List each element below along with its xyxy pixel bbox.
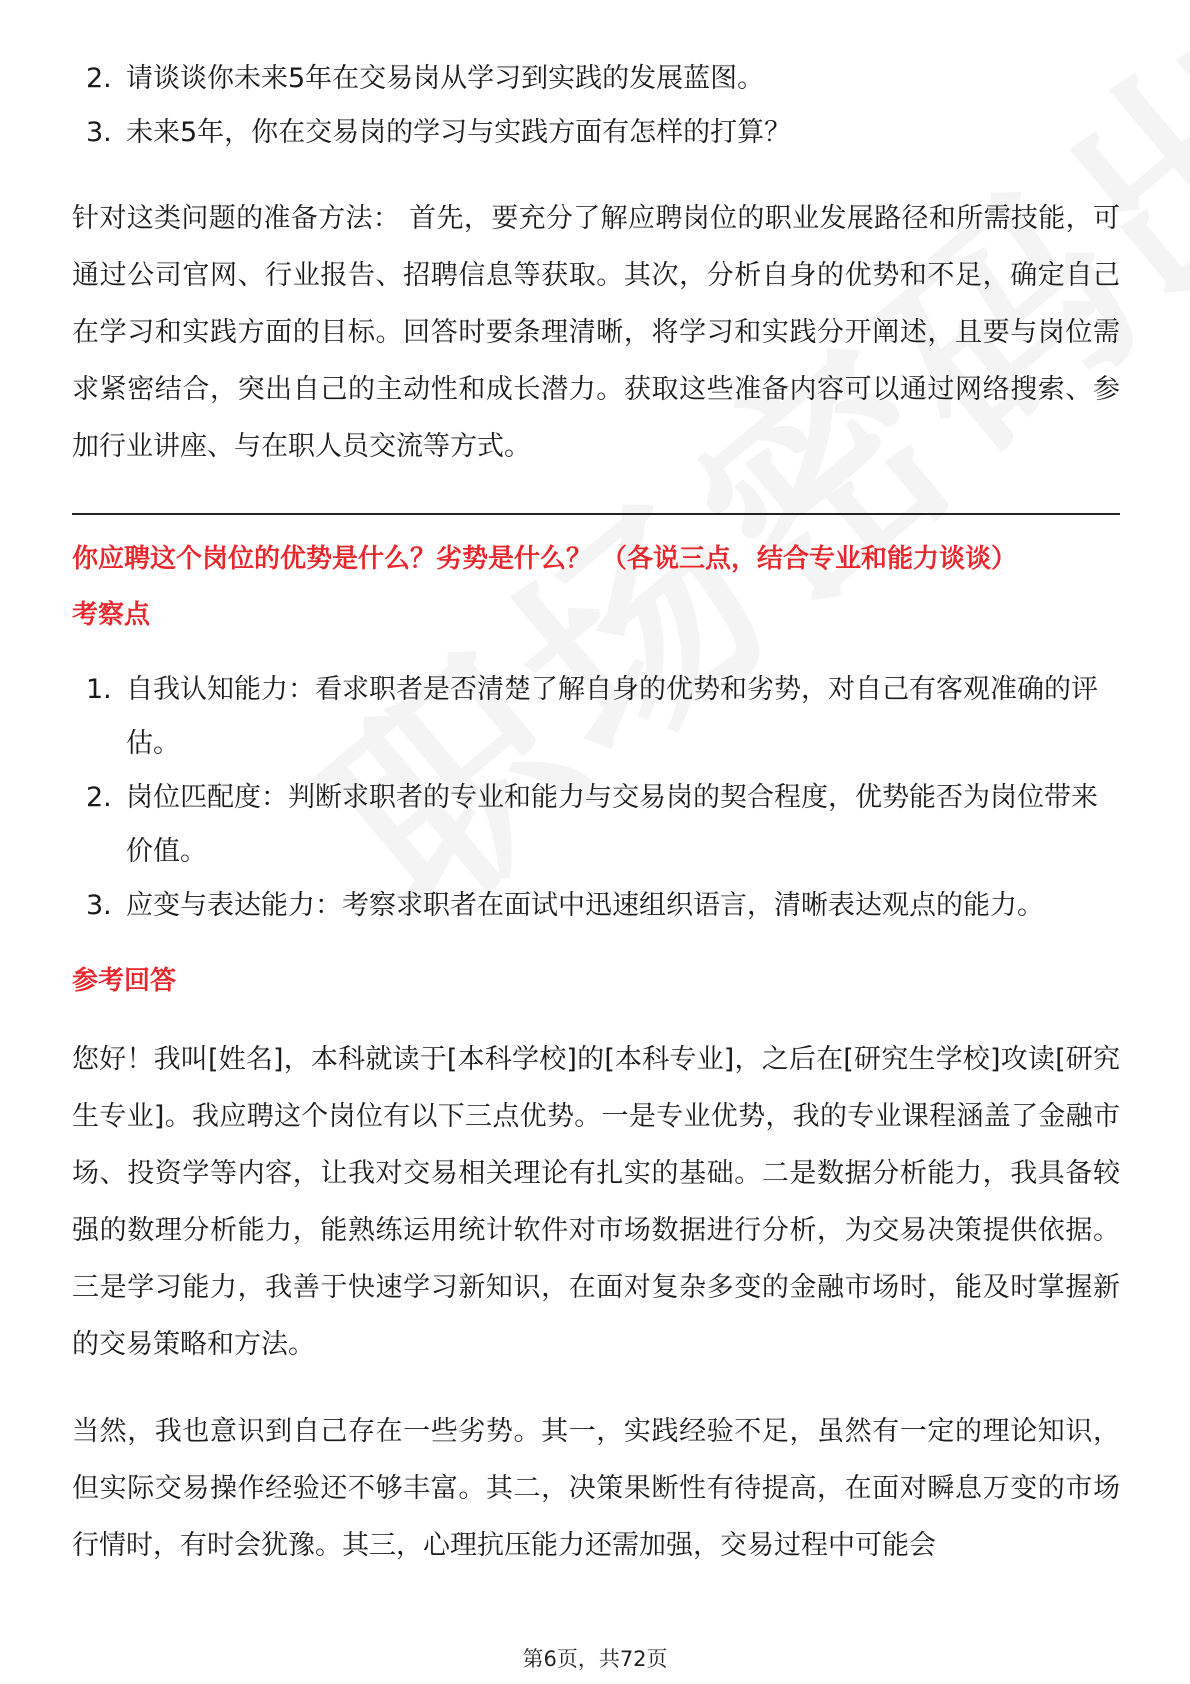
list-item [72, 771, 1120, 879]
list-text: 未来5年，你在交易岗的学习与实践方面有怎样的打算？ [126, 117, 792, 148]
list-number: 2. [86, 63, 112, 94]
answer-paragraph: 您好！我叫[姓名]，本科就读于[本科学校]的[本科专业]，之后在[研究生学校]攻读[研究生专业]。我应聘这个岗位有以下三点优势。一是专业优势，我的专业课程涵盖了金融市场、投资学等内容，让我对交易相关理论有扎实的基础。二是数据分析能力，我具备较强的数理分析能力，能熟练运用统计软件对市场数据进行分析，为交易决策提供依据。三是学习能力，我善于快速学习新知识，在面对复杂多变的金融市场时，能及时掌握新的交易策略和方法。 [72, 1044, 1120, 1360]
list-text: 请谈谈你未来5年在交易岗从学习到实践的发展蓝图。 [126, 63, 765, 94]
prep-method-paragraph: 针对这类问题的准备方法： 首先，要充分了解应聘岗位的职业发展路径和所需技能，可通过公司官网、行业报告、招聘信息等获取。其次，分析自身的优势和不足，确定自己在学习和实践方面的目标。回答时要条理清晰，将学习和实践分开阐述，且要与岗位需求紧密结合，突出自己的主动性和成长潜力。获取这些准备内容可以通过网络搜索、参加行业讲座、与在职人员交流等方式。 [72, 203, 1120, 462]
list-number: 3. [86, 117, 112, 148]
page-footer: 第6页，共72页 [522, 1647, 668, 1671]
list-text: 应变与表达能力：考察求职者在面试中迅速组织语言，清晰表达观点的能力。 [126, 890, 1044, 921]
question-list [72, 52, 1120, 160]
list-number: 3. [86, 890, 112, 921]
page-content [72, 52, 1120, 1574]
list-number: 1. [86, 674, 112, 705]
answer-title: 参考回答 [72, 966, 177, 996]
list-item [72, 52, 1120, 106]
list-text: 岗位匹配度：判断求职者的专业和能力与交易岗的契合程度，优势能否为岗位带来价值。 [126, 782, 1098, 867]
answer-paragraph: 当然，我也意识到自己存在一些劣势。其一，实践经验不足，虽然有一定的理论知识，但实际交易操作经验还不够丰富。其二，决策果断性有待提高，在面对瞬息万变的市场行情时，有时会犹豫。其三，心理抗压能力还需加强，交易过程中可能会 [72, 1416, 1120, 1561]
list-number: 2. [86, 782, 112, 813]
kaochadian-list [72, 663, 1120, 933]
list-item [72, 106, 1120, 160]
question-title: 你应聘这个岗位的优势是什么？劣势是什么？ （各说三点，结合专业和能力谈谈） [72, 544, 1018, 574]
list-item [72, 879, 1120, 933]
section-divider [72, 513, 1120, 515]
kaochadian-title: 考察点 [72, 600, 151, 630]
list-item [72, 663, 1120, 771]
list-text: 自我认知能力：看求职者是否清楚了解自身的优势和劣势，对自己有客观准确的评估。 [126, 674, 1098, 759]
